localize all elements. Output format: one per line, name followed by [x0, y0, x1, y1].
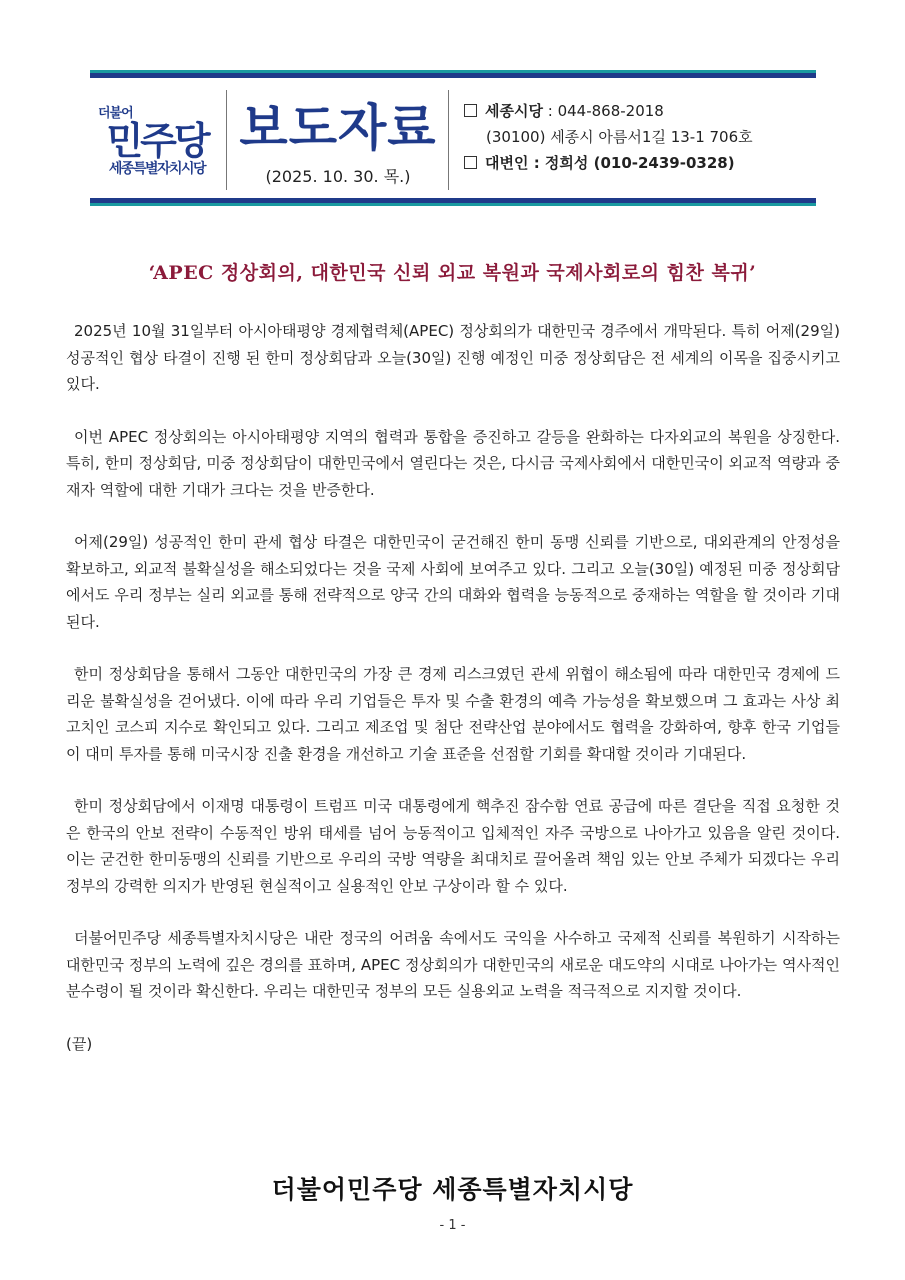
- paragraph: 이번 APEC 정상회의는 아시아태평양 지역의 협력과 통합을 증진하고 갈등을 완화하는 다자외교의 복원을 상징한다. 특히, 한미 정상회담, 미중 정상회담이 대한민국에서 열린다는 것은, 다시금 국제사회에서 대한민국이 외교적 역량과 중재자 역할에 대한 기대가 크다는 것을 반증한다.: [66, 427, 840, 499]
- header-divider-left: [226, 90, 227, 190]
- article-body: [66, 318, 840, 1057]
- header-top-rule: [90, 70, 816, 78]
- logo-main-text: 민주당: [106, 119, 208, 163]
- contact-spokesperson-row: [464, 150, 753, 176]
- footer-organization: 더불어민주당 세종특별자치시당: [271, 1175, 634, 1204]
- contact-address: (30100) 세종시 아름서1길 13-1 706호: [486, 128, 753, 146]
- paragraph: 2025년 10월 31일부터 아시아태평양 경제협력체(APEC) 정상회의가 대한민국 경주에서 개막된다. 특히 어제(29일) 성공적인 협상 타결이 진행 된 한미 정상회담과 오늘(30일) 진행 예정인 미중 정상회담은 전 세계의 이목을 집중시키고 있다.: [66, 322, 840, 393]
- paragraph: 더불어민주당 세종특별자치시당은 내란 정국의 어려움 속에서도 국익을 사수하고 국제적 신뢰를 복원하기 시작하는 대한민국 정부의 노력에 깊은 경의를 표하며, APEC 정상회의가 대한민국의 새로운 대도약의 시대로 나아가는 역사적인 분수령이 될 것이라 확신한다. 우리는 대한민국 정부의 모든 실용외교 노력을 적극적으로 지지할 것이다.: [66, 929, 840, 1000]
- party-logo: [90, 90, 224, 190]
- paragraph: 한미 정상회담을 통해서 그동안 대한민국의 가장 큰 경제 리스크였던 관세 위협이 해소됨에 따라 대한민국 경제에 드리운 불확실성을 걷어냈다. 이에 따라 우리 기업들은 투자 및 수출 환경의 예측 가능성을 확보했으며 그 효과는 사상 최고치인 코스피 지수로 확인되고 있다. 그리고 제조업 및 첨단 전략산업 분야에서도 협력을 강화하여, 향후 한국 기업들이 대미 투자를 통해 미국시장 진출 환경을 개선하고 기술 표준을 선점할 기회를 확대할 것이라 기대된다.: [66, 665, 840, 763]
- page-number: - 1 -: [439, 1218, 466, 1233]
- contact-spokesperson: 대변인 : 정희성 (010-2439-0328): [485, 154, 735, 172]
- checkbox-square-icon: [464, 104, 477, 117]
- headline: ‘APEC 정상회의, 대한민국 신뢰 외교 복원과 국제사회로의 힘찬 복귀’: [148, 262, 757, 284]
- press-release-title: 보도자료: [239, 99, 437, 157]
- logo-top-text: 더불어: [98, 106, 133, 121]
- press-release-date: (2025. 10. 30. 목.): [265, 167, 411, 186]
- contact-office-label: 세종시당: [485, 102, 543, 120]
- end-mark: (끝): [66, 1034, 93, 1053]
- header-divider-right: [448, 90, 449, 190]
- contact-office-row: [464, 98, 753, 124]
- paragraph: 어제(29일) 성공적인 한미 관세 협상 타결은 대한민국이 굳건해진 한미 동맹 신뢰를 기반으로, 대외관계의 안정성을 확보하고, 외교적 불확실성을 해소되었다는 것을 국제 사회에 보여주고 있다. 그리고 오늘(30일) 예정된 미중 정상회담에서도 우리 정부는 실리 외교를 통해 전략적으로 양국 간의 대화와 협력을 능동적으로 중재하는 역할을 할 것이라 기대된다.: [66, 533, 840, 631]
- header-bottom-rule: [90, 198, 816, 206]
- logo-sub-text: 세종특별자치시당: [108, 161, 206, 177]
- contact-block: [464, 98, 753, 176]
- paragraph: 한미 정상회담에서 이재명 대통령이 트럼프 미국 대통령에게 핵추진 잠수함 연료 공급에 따른 결단을 직접 요청한 것은 한국의 안보 전략이 수동적인 방위 태세를 넘어 능동적이고 입체적인 자주 국방으로 나아가고 있음을 알린 것이다. 이는 굳건한 한미동맹의 신뢰를 기반으로 우리의 국방 역량을 최대치로 끌어올려 책임 있는 안보 주체가 되겠다는 우리 정부의 강력한 의지가 반영된 현실적이고 실용적인 안보 구상이라 할 수 있다.: [66, 797, 840, 895]
- contact-office-phone: : 044-868-2018: [547, 102, 664, 120]
- checkbox-square-icon: [464, 156, 477, 169]
